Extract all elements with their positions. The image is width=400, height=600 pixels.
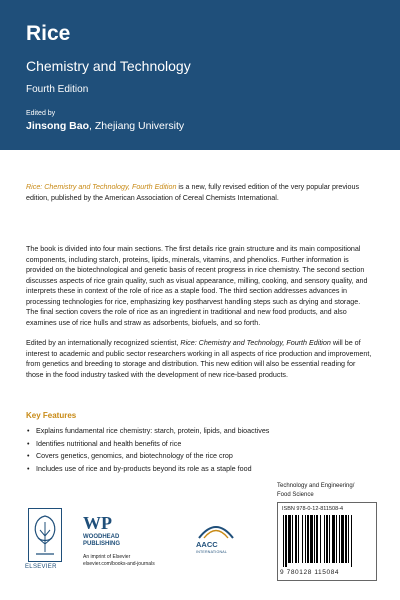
aacc-wordmark: AACC (196, 540, 218, 549)
cover-header (0, 0, 400, 150)
aacc-subtitle: INTERNATIONAL (196, 550, 228, 554)
book-title: Rice (26, 22, 71, 45)
barcode-bar (305, 515, 306, 563)
barcode-bar (283, 515, 284, 567)
barcode-bar (295, 515, 297, 563)
editor-line (26, 120, 184, 132)
woodhead-line-2: PUBLISHING (83, 541, 121, 547)
barcode-bar (314, 515, 315, 563)
barcode-bar (348, 515, 349, 563)
intro-text: is a new, fully revised edition of the very popular previous edition, published by the American Association of Cereal Chemists International. (26, 183, 360, 202)
category-line-1: Technology and Engineering/ (277, 483, 355, 489)
barcode-number: 9 780128 115084 (280, 569, 340, 576)
barcode-bar (351, 515, 352, 567)
barcode-bar (320, 515, 321, 563)
book-subtitle: Chemistry and Technology (26, 58, 191, 74)
elsevier-wordmark: ELSEVIER (25, 564, 57, 570)
woodhead-logo-mark: WP (83, 513, 112, 533)
barcode-bar (329, 515, 330, 563)
book-edition: Fourth Edition (26, 84, 89, 95)
barcode-bar (336, 515, 337, 563)
barcode-bar (288, 515, 291, 563)
key-features-heading: Key Features (26, 411, 77, 420)
barcode-bar (332, 515, 335, 563)
barcode-bar (339, 515, 340, 563)
isbn-barcode-box (277, 502, 377, 581)
barcode-bar (345, 515, 347, 563)
sections-paragraph: The book is divided into four main sections. The first details rice grain structure and its main compositional components, including starch, proteins, lipids, minerals, vitamins, and phenolics. Further information is provided on the biotechnological and genetic basis of recent progress in rice chemistry. The second section discusses aspects of rice grain quality, such as visual appearance, milling, cooking, and sensory quality, and interprets these in context of the role of rice as a staple food. The third section addresses advances in processing technologies for rice, emphasizing key postharvest handling steps such as drying and storage. The final section covers the role of rice as an ingredient in traditional and new food products, and also examines use of rice hulls and straw as adsorbents, biofuels, and so forth. (26, 245, 368, 327)
subject-category (277, 482, 377, 500)
barcode-bar (298, 515, 299, 563)
woodhead-line-1: WOODHEAD (83, 534, 120, 540)
barcode-bar (285, 515, 287, 567)
imprint-line-1: An imprint of Elsevier (83, 554, 131, 560)
woodhead-wordmark (83, 534, 120, 548)
barcode-bar (326, 515, 328, 563)
audience-text-after: will be of interest to academic and public sector researchers working in all aspects of rice production and improvement, from genetics and breeding to storage and distribution. This new edition will also be essential reading for those in the food industry tasked with the development of new rice-based products. (26, 339, 372, 379)
barcode-bar (310, 515, 313, 563)
editor-affiliation: , Zhejiang University (89, 120, 185, 132)
audience-paragraph (26, 338, 374, 380)
barcode-bar (341, 515, 344, 563)
list-item: • Covers genetics, genomics, and biotechnology of the rice crop (26, 450, 374, 463)
list-item: • Includes use of rice and by-products beyond its role as a staple food (26, 463, 374, 476)
audience-text-before: Edited by an internationally recognized scientist, (26, 339, 181, 347)
list-item: • Explains fundamental rice chemistry: starch, protein, lipids, and bioactives (26, 425, 374, 438)
imprint-url: elsevier.com/books-and-journals (83, 560, 155, 567)
elsevier-tree-logo (28, 508, 62, 562)
intro-book-title: Rice: Chemistry and Technology, Fourth Edition (26, 183, 177, 191)
audience-book-title: Rice: Chemistry and Technology, Fourth Edition (180, 339, 331, 347)
imprint-note (83, 554, 155, 567)
aacc-arc-icon (195, 520, 237, 540)
barcode-bar (324, 515, 325, 563)
list-item: • Identifies nutritional and health benefits of rice (26, 438, 374, 451)
key-features-list (26, 425, 374, 475)
intro-paragraph (26, 182, 374, 203)
barcode-icon (283, 515, 371, 567)
barcode-bar (302, 515, 303, 563)
barcode-bar (292, 515, 293, 563)
editor-name: Jinsong Bao (26, 120, 90, 132)
isbn-label: ISBN 978-0-12-811508-4 (282, 506, 344, 512)
edited-by-label: Edited by (26, 110, 56, 117)
barcode-bar (316, 515, 318, 563)
barcode-bar (307, 515, 309, 563)
category-line-2: Food Science (277, 492, 314, 498)
